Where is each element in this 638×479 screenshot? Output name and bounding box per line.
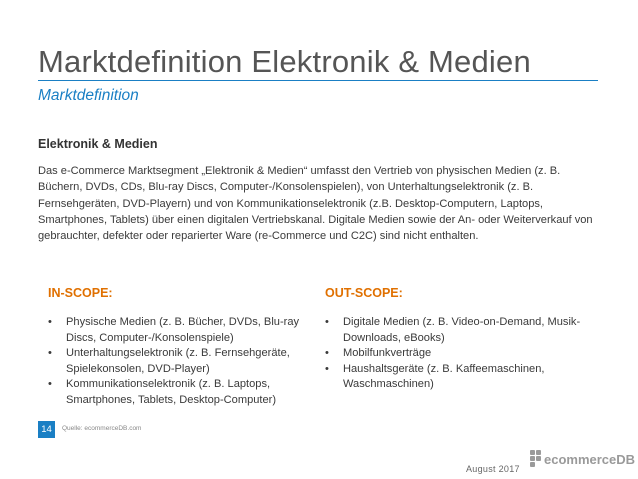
bullet-icon: • <box>48 347 52 360</box>
list-item-text: Mobilfunkverträge <box>343 347 432 360</box>
page-subtitle: Marktdefinition <box>38 87 139 104</box>
logo-text: ecommerceDB <box>544 452 636 467</box>
list-item-text: Unterhaltungselektronik (z. B. Fernsehgeräte, Spielekonsolen, DVD-Player) <box>66 347 290 375</box>
footer-date: August 2017 <box>466 464 520 474</box>
section-heading: Elektronik & Medien <box>38 137 158 151</box>
out-scope-heading: OUT-SCOPE: <box>325 286 403 300</box>
list-item-text: Physische Medien (z. B. Bücher, DVDs, Blu-ray Discs, Computer-/Konsolenspiele) <box>66 316 300 344</box>
list-item <box>325 346 587 362</box>
list-item <box>48 346 310 377</box>
list-item-text: Haushaltsgeräte (z. B. Kaffeemaschinen, Waschmaschinen) <box>343 362 545 391</box>
list-item <box>325 362 587 393</box>
source-note: Quelle: ecommerceDB.com <box>62 425 142 432</box>
page-title: Marktdefinition Elektronik & Medien <box>38 44 531 79</box>
intro-paragraph: Das e-Commerce Marktsegment „Elektronik & Medien“ umfasst den Vertrieb von physischen Medien (z. B. Büchern, DVDs, CDs, Blu-ray Discs, Computer-/Konsolenspielen), von Unterhaltungselektronik (z. B. Fernsehgeräten, DVD-Playern) und von Kommunikationselektronik (z.B. Desktop-Computern, Laptops, Smartphones, Tablets) über einen digitalen Vertriebskanal. Digitale Medien sowie der An- oder Weiterverkauf von gebrauchter, defekter oder reparierter Ware (re-Commerce und C2C) sind nicht enthalten. <box>38 165 593 243</box>
in-scope-list <box>48 315 310 409</box>
bullet-icon: • <box>325 347 329 360</box>
list-item <box>48 377 310 408</box>
bullet-icon: • <box>325 362 329 375</box>
ecommercedb-logo <box>528 440 636 472</box>
title-divider <box>38 80 598 81</box>
bullet-icon: • <box>325 316 329 328</box>
bullet-icon: • <box>48 378 52 391</box>
in-scope-heading: IN-SCOPE: <box>48 286 113 300</box>
list-item-text: Digitale Medien (z. B. Video-on-Demand, Musik-Downloads, eBooks) <box>343 316 581 344</box>
list-item-text: Kommunikationselektronik (z. B. Laptops, Smartphones, Tablets, Desktop-Computer) <box>66 378 277 406</box>
bullet-icon: • <box>48 316 52 328</box>
out-scope-list <box>325 315 587 393</box>
page-number: 14 <box>38 421 55 438</box>
list-item <box>48 315 310 346</box>
list-item <box>325 315 587 346</box>
